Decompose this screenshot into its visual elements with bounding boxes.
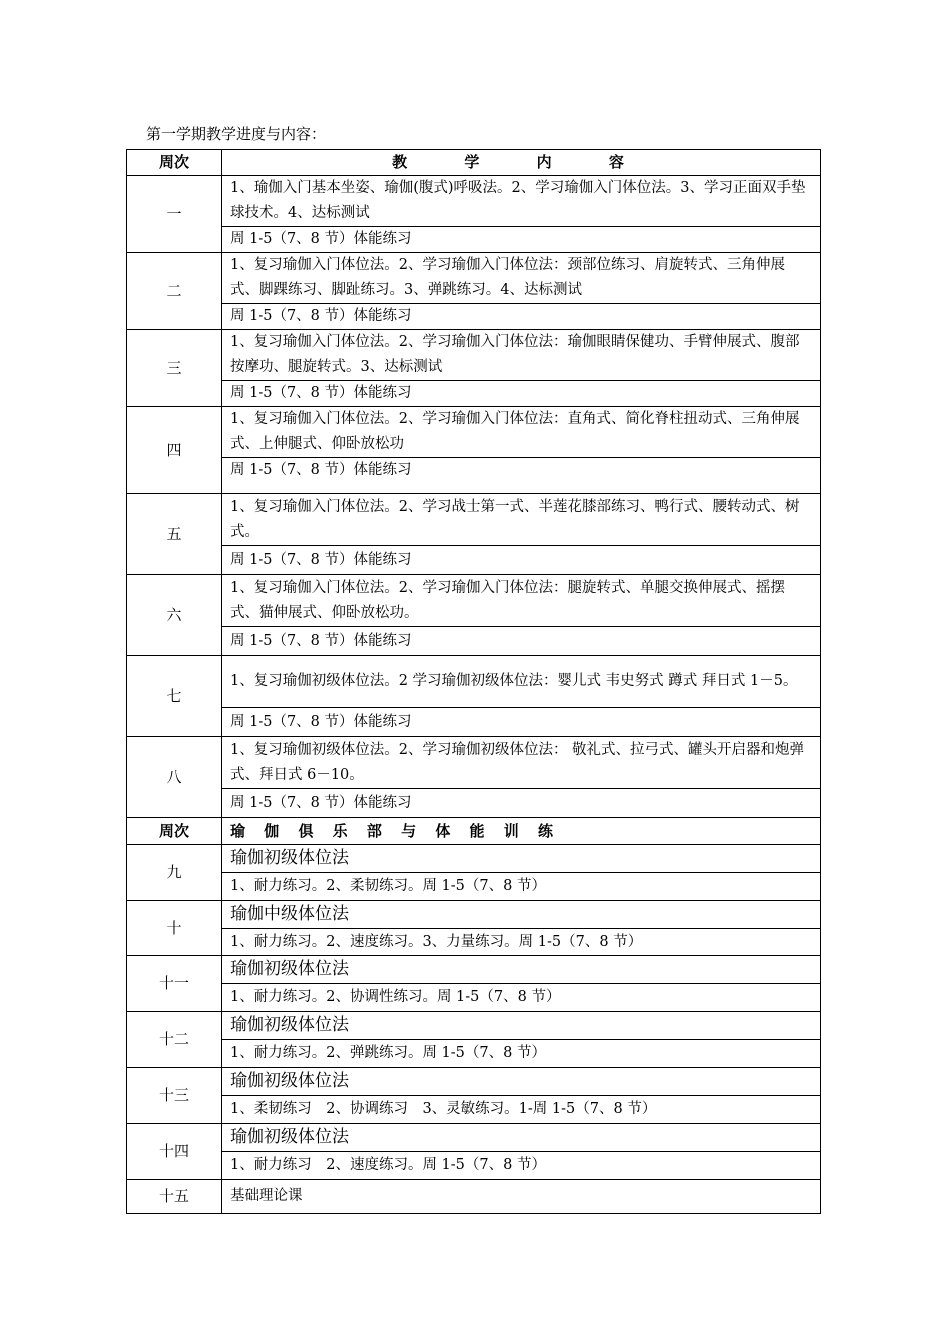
practice-cell: 周 1-5（7、8 节）体能练习 (222, 304, 821, 330)
content-cell: 1、复习瑜伽入门体位法。2、学习瑜伽入门体位法：瑜伽眼睛保健功、手臂伸展式、腹部按摩功、腿旋转式。3、达标测试 (222, 330, 821, 381)
table-row (127, 575, 821, 627)
practice-cell: 周 1-5（7、8 节）体能练习 (222, 708, 821, 737)
table-row (127, 956, 821, 984)
title-cell: 瑜伽中级体位法 (222, 901, 821, 929)
table-row (127, 546, 821, 575)
week-cell: 一 (127, 176, 222, 253)
practice-cell: 周 1-5（7、8 节）体能练习 (222, 227, 821, 253)
week-cell: 八 (127, 737, 222, 818)
content-cell: 1、耐力练习 2、速度练习。周 1-5（7、8 节） (222, 1152, 821, 1180)
table-row (127, 1012, 821, 1040)
page-caption: 第一学期教学进度与内容： (146, 125, 327, 143)
table-row (127, 1096, 821, 1124)
content-cell: 1、耐力练习。2、协调性练习。周 1-5（7、8 节） (222, 984, 821, 1012)
content-cell: 1、复习瑜伽入门体位法。2、学习瑜伽入门体位法：颈部位练习、肩旋转式、三角伸展式、脚踝练习、脚趾练习。3、弹跳练习。4、达标测试 (222, 253, 821, 304)
practice-cell: 周 1-5（7、8 节）体能练习 (222, 546, 821, 575)
title-cell: 瑜伽初级体位法 (222, 1124, 821, 1152)
content-cell: 1、复习瑜伽初级体位法。2、学习瑜伽初级体位法： 敬礼式、拉弓式、罐头开启器和炮弹式、拜日式 6－10。 (222, 737, 821, 789)
week-cell: 九 (127, 845, 222, 901)
schedule-table (126, 149, 821, 1214)
content-cell: 基础理论课 (222, 1180, 821, 1214)
title-cell: 瑜伽初级体位法 (222, 845, 821, 873)
table-row (127, 304, 821, 330)
content-cell: 1、复习瑜伽入门体位法。2、学习瑜伽入门体位法：腿旋转式、单腿交换伸展式、摇摆式、猫伸展式、仰卧放松功。 (222, 575, 821, 627)
week-cell: 七 (127, 656, 222, 737)
week-cell: 五 (127, 494, 222, 575)
table-row (127, 845, 821, 873)
practice-cell: 周 1-5（7、8 节）体能练习 (222, 458, 821, 494)
week-cell: 六 (127, 575, 222, 656)
week-cell: 二 (127, 253, 222, 330)
content-cell: 1、耐力练习。2、速度练习。3、力量练习。周 1-5（7、8 节） (222, 929, 821, 956)
content-cell: 1、复习瑜伽入门体位法。2、学习战士第一式、半莲花膝部练习、鸭行式、腰转动式、树式。 (222, 494, 821, 546)
table-header-row (127, 818, 821, 845)
content-cell: 1、瑜伽入门基本坐姿、瑜伽(腹式)呼吸法。2、学习瑜伽入门体位法。3、学习正面双手垫球技术。4、达标测试 (222, 176, 821, 227)
title-cell: 瑜伽初级体位法 (222, 1012, 821, 1040)
table-row (127, 1152, 821, 1180)
table-row (127, 1068, 821, 1096)
table-row (127, 656, 821, 708)
title-cell: 瑜伽初级体位法 (222, 956, 821, 984)
table-row (127, 381, 821, 407)
table-row (127, 873, 821, 901)
table-row (127, 789, 821, 818)
practice-cell: 周 1-5（7、8 节）体能练习 (222, 627, 821, 656)
table-row (127, 1040, 821, 1068)
table-header-row (127, 150, 821, 176)
table-row (127, 458, 821, 494)
content-cell: 1、复习瑜伽入门体位法。2、学习瑜伽入门体位法：直角式、简化脊柱扭动式、三角伸展式、上伸腿式、仰卧放松功 (222, 407, 821, 458)
week-cell: 十三 (127, 1068, 222, 1124)
practice-cell: 周 1-5（7、8 节）体能练习 (222, 381, 821, 407)
table-row (127, 330, 821, 381)
header-content: 教 学 内 容 (222, 150, 821, 176)
table-row (127, 253, 821, 304)
content-cell: 1、柔韧练习 2、协调练习 3、灵敏练习。1-周 1-5（7、8 节） (222, 1096, 821, 1124)
table-row (127, 227, 821, 253)
title-cell: 瑜伽初级体位法 (222, 1068, 821, 1096)
table-row (127, 1180, 821, 1214)
week-cell: 十 (127, 901, 222, 956)
header-week: 周次 (127, 818, 222, 845)
week-cell: 十一 (127, 956, 222, 1012)
table-row (127, 929, 821, 956)
table-row (127, 984, 821, 1012)
table-row (127, 407, 821, 458)
table-row (127, 737, 821, 789)
week-cell: 三 (127, 330, 222, 407)
table-row (127, 627, 821, 656)
table-row (127, 1124, 821, 1152)
week-cell: 四 (127, 407, 222, 494)
table-row (127, 901, 821, 929)
content-cell: 1、复习瑜伽初级体位法。2 学习瑜伽初级体位法：婴儿式 韦史努式 蹲式 拜日式 1－5。 (222, 656, 821, 708)
week-cell: 十四 (127, 1124, 222, 1180)
header-week: 周次 (127, 150, 222, 176)
table-row (127, 708, 821, 737)
content-cell: 1、耐力练习。2、柔韧练习。周 1-5（7、8 节） (222, 873, 821, 901)
table-row (127, 176, 821, 227)
header-content: 瑜 伽 俱 乐 部 与 体 能 训 练 (222, 818, 821, 845)
content-cell: 1、耐力练习。2、弹跳练习。周 1-5（7、8 节） (222, 1040, 821, 1068)
practice-cell: 周 1-5（7、8 节）体能练习 (222, 789, 821, 818)
table-row (127, 494, 821, 546)
week-cell: 十二 (127, 1012, 222, 1068)
week-cell: 十五 (127, 1180, 222, 1214)
